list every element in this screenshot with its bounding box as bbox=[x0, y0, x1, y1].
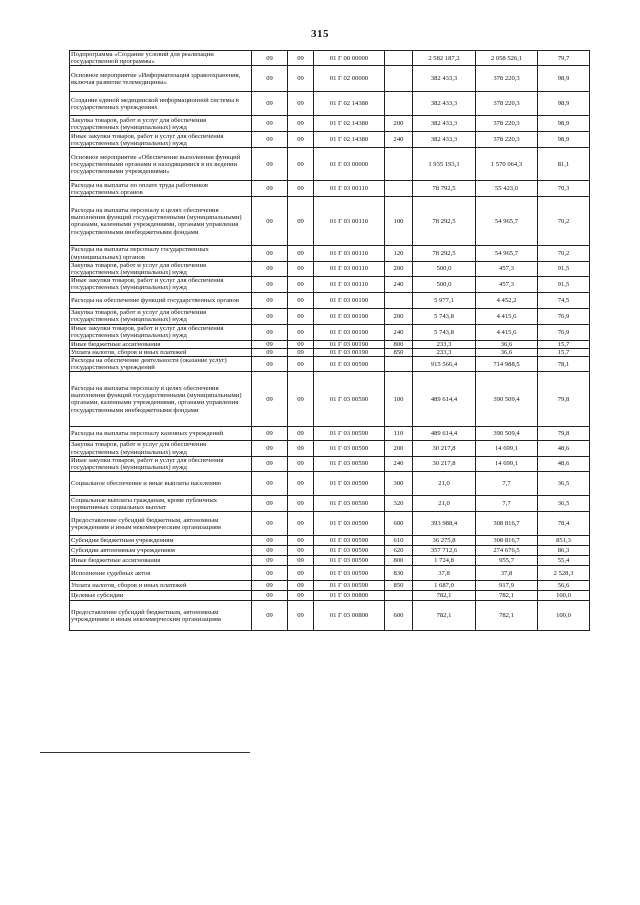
cell-plan: 915 566,4 bbox=[413, 357, 476, 372]
cell-fact: 782,1 bbox=[476, 591, 538, 601]
cell-plan: 1 724,8 bbox=[413, 556, 476, 566]
cell-fact: 457,3 bbox=[476, 261, 538, 276]
cell-percent: 2 528,3 bbox=[538, 566, 590, 581]
cell-fact: 14 699,1 bbox=[476, 441, 538, 456]
cell-percent: 70,2 bbox=[538, 246, 590, 261]
cell-subsection: 09 bbox=[288, 92, 314, 116]
cell-plan: 1 687,0 bbox=[413, 581, 476, 591]
cell-expense-type bbox=[385, 292, 413, 308]
cell-percent: 98,9 bbox=[538, 116, 590, 132]
cell-fact: 917,9 bbox=[476, 581, 538, 591]
cell-name: Иные закупки товаров, работ и услуг для обеспечения государственных (муниципальных) нужд bbox=[70, 277, 252, 292]
cell-fact: 782,1 bbox=[476, 601, 538, 631]
cell-target-article: 01 Г 03 00800 bbox=[314, 591, 385, 601]
table-row bbox=[70, 546, 590, 556]
cell-subsection: 09 bbox=[288, 324, 314, 340]
cell-subsection: 09 bbox=[288, 292, 314, 308]
cell-expense-type: 850 bbox=[385, 348, 413, 356]
cell-name: Расходы на обеспечение деятельности (оказание услуг) государственных учреждений bbox=[70, 357, 252, 372]
table-row bbox=[70, 441, 590, 456]
cell-target-article: 01 Г 03 00110 bbox=[314, 246, 385, 261]
cell-expense-type bbox=[385, 92, 413, 116]
cell-percent: 98,9 bbox=[538, 132, 590, 148]
cell-plan: 382 433,3 bbox=[413, 132, 476, 148]
table-row bbox=[70, 556, 590, 566]
cell-fact: 378 220,3 bbox=[476, 116, 538, 132]
cell-percent: 98,9 bbox=[538, 92, 590, 116]
cell-target-article: 01 Г 03 00590 bbox=[314, 566, 385, 581]
table-row bbox=[70, 181, 590, 197]
cell-name: Исполнение судебных актов bbox=[70, 566, 252, 581]
cell-percent: 56,6 bbox=[538, 581, 590, 591]
cell-target-article: 01 Г 03 00110 bbox=[314, 181, 385, 197]
cell-target-article: 01 Г 03 00590 bbox=[314, 441, 385, 456]
cell-plan: 233,3 bbox=[413, 340, 476, 348]
cell-plan: 489 614,4 bbox=[413, 427, 476, 441]
cell-name: Расходы на выплаты персоналу государственных (муниципальных) органов bbox=[70, 246, 252, 261]
cell-expense-type: 240 bbox=[385, 456, 413, 471]
cell-section: 09 bbox=[252, 472, 288, 496]
table-row bbox=[70, 372, 590, 427]
cell-section: 09 bbox=[252, 566, 288, 581]
cell-name: Расходы на обеспечение функций государственных органов bbox=[70, 292, 252, 308]
cell-name: Расходы на выплаты персоналу в целях обеспечения выполнения функций государственными (муниципальными) органами, казенными учреждениями, органами управления государственными внебюджетными фондами bbox=[70, 197, 252, 246]
cell-target-article: 01 Г 03 00590 bbox=[314, 427, 385, 441]
cell-target-article: 01 Г 03 00590 bbox=[314, 546, 385, 556]
cell-percent: 98,9 bbox=[538, 66, 590, 92]
cell-percent: 100,0 bbox=[538, 591, 590, 601]
cell-name: Расходы на выплаты персоналу в целях обеспечения выполнения функций государственными (муниципальными) органами, казенными учреждениями, органами управления государственными внебюджетными фондами bbox=[70, 372, 252, 427]
cell-expense-type: 800 bbox=[385, 556, 413, 566]
cell-percent: 70,2 bbox=[538, 197, 590, 246]
cell-name: Социальные выплаты гражданам, кроме публичных нормативных социальных выплат bbox=[70, 496, 252, 512]
cell-percent: 76,9 bbox=[538, 324, 590, 340]
cell-expense-type: 600 bbox=[385, 601, 413, 631]
table-row bbox=[70, 566, 590, 581]
cell-expense-type: 800 bbox=[385, 340, 413, 348]
cell-section: 09 bbox=[252, 277, 288, 292]
cell-percent: 851,3 bbox=[538, 536, 590, 546]
cell-name: Закупка товаров, работ и услуг для обеспечения государственных (муниципальных) нужд bbox=[70, 308, 252, 324]
cell-fact: 54 965,7 bbox=[476, 197, 538, 246]
table-row bbox=[70, 324, 590, 340]
cell-subsection: 09 bbox=[288, 116, 314, 132]
cell-section: 09 bbox=[252, 357, 288, 372]
cell-percent: 48,6 bbox=[538, 456, 590, 471]
cell-subsection: 09 bbox=[288, 556, 314, 566]
cell-subsection: 09 bbox=[288, 591, 314, 601]
cell-plan: 78 292,5 bbox=[413, 246, 476, 261]
cell-fact: 7,7 bbox=[476, 472, 538, 496]
table-row bbox=[70, 116, 590, 132]
cell-plan: 1 935 193,1 bbox=[413, 148, 476, 181]
cell-fact: 308 816,7 bbox=[476, 536, 538, 546]
cell-target-article: 01 Г 03 00190 bbox=[314, 292, 385, 308]
cell-section: 09 bbox=[252, 536, 288, 546]
cell-subsection: 09 bbox=[288, 261, 314, 276]
cell-expense-type: 240 bbox=[385, 132, 413, 148]
cell-expense-type: 600 bbox=[385, 512, 413, 536]
table-row bbox=[70, 427, 590, 441]
cell-section: 09 bbox=[252, 372, 288, 427]
cell-expense-type bbox=[385, 357, 413, 372]
cell-percent: 100,0 bbox=[538, 601, 590, 631]
cell-target-article: 01 Г 02 14380 bbox=[314, 92, 385, 116]
cell-fact: 390 509,4 bbox=[476, 427, 538, 441]
cell-fact: 4 415,6 bbox=[476, 308, 538, 324]
table-row bbox=[70, 308, 590, 324]
cell-plan: 5 743,8 bbox=[413, 324, 476, 340]
cell-plan: 500,0 bbox=[413, 277, 476, 292]
table-row bbox=[70, 261, 590, 276]
cell-fact: 378 220,3 bbox=[476, 132, 538, 148]
cell-target-article: 01 Г 03 00590 bbox=[314, 581, 385, 591]
cell-expense-type: 240 bbox=[385, 324, 413, 340]
table-row bbox=[70, 591, 590, 601]
cell-percent: 91,5 bbox=[538, 261, 590, 276]
cell-name: Закупка товаров, работ и услуг для обеспечения государственных (муниципальных) нужд bbox=[70, 261, 252, 276]
cell-section: 09 bbox=[252, 348, 288, 356]
cell-name: Расходы на выплаты персоналу казенных учреждений bbox=[70, 427, 252, 441]
cell-section: 09 bbox=[252, 246, 288, 261]
cell-plan: 78 792,5 bbox=[413, 181, 476, 197]
cell-plan: 782,1 bbox=[413, 591, 476, 601]
cell-expense-type: 610 bbox=[385, 536, 413, 546]
cell-expense-type bbox=[385, 51, 413, 66]
cell-fact: 54 965,7 bbox=[476, 246, 538, 261]
cell-plan: 782,1 bbox=[413, 601, 476, 631]
cell-fact: 378 220,3 bbox=[476, 92, 538, 116]
cell-fact: 457,3 bbox=[476, 277, 538, 292]
cell-name: Субсидии автономным учреждениям bbox=[70, 546, 252, 556]
cell-expense-type: 200 bbox=[385, 441, 413, 456]
cell-plan: 382 433,3 bbox=[413, 116, 476, 132]
cell-subsection: 09 bbox=[288, 51, 314, 66]
cell-section: 09 bbox=[252, 456, 288, 471]
cell-name: Основное мероприятие «Обеспечение выполнения функций государственными органами и находящимися в их ведении государственными учреждениями» bbox=[70, 148, 252, 181]
cell-target-article: 01 Г 03 00590 bbox=[314, 496, 385, 512]
cell-expense-type bbox=[385, 591, 413, 601]
cell-percent: 91,5 bbox=[538, 277, 590, 292]
cell-percent: 79,7 bbox=[538, 51, 590, 66]
cell-target-article: 01 Г 03 00000 bbox=[314, 148, 385, 181]
cell-section: 09 bbox=[252, 324, 288, 340]
cell-subsection: 09 bbox=[288, 66, 314, 92]
cell-expense-type: 110 bbox=[385, 427, 413, 441]
table-row bbox=[70, 357, 590, 372]
cell-subsection: 09 bbox=[288, 441, 314, 456]
cell-percent: 76,9 bbox=[538, 308, 590, 324]
cell-expense-type: 120 bbox=[385, 246, 413, 261]
cell-expense-type: 300 bbox=[385, 472, 413, 496]
cell-percent: 36,5 bbox=[538, 496, 590, 512]
cell-plan: 489 614,4 bbox=[413, 372, 476, 427]
cell-subsection: 09 bbox=[288, 197, 314, 246]
cell-section: 09 bbox=[252, 427, 288, 441]
cell-name: Закупка товаров, работ и услуг для обеспечения государственных (муниципальных) нужд bbox=[70, 441, 252, 456]
table-row bbox=[70, 132, 590, 148]
cell-percent: 55,4 bbox=[538, 556, 590, 566]
cell-fact: 4 452,2 bbox=[476, 292, 538, 308]
cell-target-article: 01 Г 03 00190 bbox=[314, 348, 385, 356]
cell-percent: 70,3 bbox=[538, 181, 590, 197]
cell-percent: 79,8 bbox=[538, 372, 590, 427]
cell-percent: 15,7 bbox=[538, 348, 590, 356]
cell-target-article: 01 Г 00 00000 bbox=[314, 51, 385, 66]
table-body bbox=[70, 51, 590, 631]
table-row bbox=[70, 340, 590, 348]
cell-expense-type: 240 bbox=[385, 277, 413, 292]
cell-fact: 714 988,5 bbox=[476, 357, 538, 372]
table-row bbox=[70, 456, 590, 471]
cell-name: Иные закупки товаров, работ и услуг для обеспечения государственных (муниципальных) нужд bbox=[70, 132, 252, 148]
cell-name: Иные закупки товаров, работ и услуг для обеспечения государственных (муниципальных) нужд bbox=[70, 324, 252, 340]
cell-percent: 86,3 bbox=[538, 546, 590, 556]
cell-name: Предоставление субсидий бюджетным, автономным учреждениям и иным некоммерческим организациям bbox=[70, 601, 252, 631]
cell-name: Подпрограмма «Создание условий для реализации государственной программы» bbox=[70, 51, 252, 66]
cell-target-article: 01 Г 03 00590 bbox=[314, 372, 385, 427]
cell-section: 09 bbox=[252, 601, 288, 631]
cell-plan: 21,0 bbox=[413, 472, 476, 496]
cell-section: 09 bbox=[252, 496, 288, 512]
cell-subsection: 09 bbox=[288, 148, 314, 181]
cell-plan: 5 977,1 bbox=[413, 292, 476, 308]
cell-target-article: 01 Г 03 00800 bbox=[314, 601, 385, 631]
cell-target-article: 01 Г 03 00190 bbox=[314, 308, 385, 324]
cell-expense-type: 200 bbox=[385, 261, 413, 276]
cell-plan: 357 712,6 bbox=[413, 546, 476, 556]
cell-expense-type: 200 bbox=[385, 116, 413, 132]
cell-section: 09 bbox=[252, 197, 288, 246]
cell-section: 09 bbox=[252, 116, 288, 132]
cell-fact: 36,6 bbox=[476, 340, 538, 348]
cell-target-article: 01 Г 03 00190 bbox=[314, 324, 385, 340]
cell-section: 09 bbox=[252, 148, 288, 181]
cell-section: 09 bbox=[252, 441, 288, 456]
cell-name: Уплата налогов, сборов и иных платежей bbox=[70, 348, 252, 356]
cell-subsection: 09 bbox=[288, 512, 314, 536]
cell-subsection: 09 bbox=[288, 581, 314, 591]
footer-divider bbox=[40, 752, 250, 753]
cell-percent: 48,6 bbox=[538, 441, 590, 456]
table-row bbox=[70, 66, 590, 92]
cell-name: Предоставление субсидий бюджетным, автономным учреждениям и иным некоммерческим организациям bbox=[70, 512, 252, 536]
cell-section: 09 bbox=[252, 92, 288, 116]
cell-expense-type bbox=[385, 148, 413, 181]
cell-subsection: 09 bbox=[288, 357, 314, 372]
cell-expense-type bbox=[385, 181, 413, 197]
cell-target-article: 01 Г 03 00590 bbox=[314, 536, 385, 546]
cell-expense-type bbox=[385, 66, 413, 92]
cell-subsection: 09 bbox=[288, 246, 314, 261]
cell-fact: 390 509,4 bbox=[476, 372, 538, 427]
cell-name: Иные бюджетные ассигнования bbox=[70, 556, 252, 566]
cell-target-article: 01 Г 03 00590 bbox=[314, 472, 385, 496]
table-row bbox=[70, 536, 590, 546]
table-row bbox=[70, 197, 590, 246]
cell-fact: 308 816,7 bbox=[476, 512, 538, 536]
cell-target-article: 01 Г 03 00110 bbox=[314, 197, 385, 246]
cell-expense-type: 100 bbox=[385, 372, 413, 427]
cell-target-article: 01 Г 03 00590 bbox=[314, 512, 385, 536]
cell-target-article: 01 Г 02 00000 bbox=[314, 66, 385, 92]
cell-target-article: 01 Г 03 00110 bbox=[314, 261, 385, 276]
table-row bbox=[70, 51, 590, 66]
cell-plan: 382 433,3 bbox=[413, 66, 476, 92]
cell-section: 09 bbox=[252, 340, 288, 348]
cell-name: Закупка товаров, работ и услуг для обеспечения государственных (муниципальных) нужд bbox=[70, 116, 252, 132]
cell-subsection: 09 bbox=[288, 496, 314, 512]
cell-plan: 37,8 bbox=[413, 566, 476, 581]
cell-fact: 955,7 bbox=[476, 556, 538, 566]
cell-plan: 233,3 bbox=[413, 348, 476, 356]
cell-fact: 7,7 bbox=[476, 496, 538, 512]
cell-fact: 378 220,3 bbox=[476, 66, 538, 92]
table-row bbox=[70, 512, 590, 536]
cell-section: 09 bbox=[252, 591, 288, 601]
cell-name: Целевые субсидии bbox=[70, 591, 252, 601]
cell-name: Субсидии бюджетным учреждениям bbox=[70, 536, 252, 546]
cell-fact: 55 423,0 bbox=[476, 181, 538, 197]
cell-plan: 382 433,3 bbox=[413, 92, 476, 116]
cell-section: 09 bbox=[252, 556, 288, 566]
cell-subsection: 09 bbox=[288, 566, 314, 581]
cell-plan: 2 582 187,2 bbox=[413, 51, 476, 66]
cell-name: Расходы на выплаты по оплате труда работников государственных органов bbox=[70, 181, 252, 197]
cell-subsection: 09 bbox=[288, 427, 314, 441]
cell-subsection: 09 bbox=[288, 536, 314, 546]
cell-target-article: 01 Г 02 14380 bbox=[314, 132, 385, 148]
cell-percent: 78,4 bbox=[538, 512, 590, 536]
cell-subsection: 09 bbox=[288, 472, 314, 496]
cell-plan: 36 275,8 bbox=[413, 536, 476, 546]
cell-fact: 1 570 064,3 bbox=[476, 148, 538, 181]
page-number: 315 bbox=[311, 28, 329, 40]
cell-target-article: 01 Г 03 00590 bbox=[314, 456, 385, 471]
cell-percent: 74,5 bbox=[538, 292, 590, 308]
cell-target-article: 01 Г 03 00590 bbox=[314, 556, 385, 566]
cell-plan: 30 217,8 bbox=[413, 456, 476, 471]
cell-subsection: 09 bbox=[288, 277, 314, 292]
cell-section: 09 bbox=[252, 546, 288, 556]
cell-section: 09 bbox=[252, 51, 288, 66]
cell-expense-type: 620 bbox=[385, 546, 413, 556]
cell-section: 09 bbox=[252, 581, 288, 591]
table-row bbox=[70, 496, 590, 512]
cell-fact: 37,8 bbox=[476, 566, 538, 581]
cell-plan: 393 988,4 bbox=[413, 512, 476, 536]
cell-section: 09 bbox=[252, 66, 288, 92]
cell-target-article: 01 Г 03 00110 bbox=[314, 277, 385, 292]
cell-plan: 21,0 bbox=[413, 496, 476, 512]
cell-expense-type: 100 bbox=[385, 197, 413, 246]
cell-percent: 79,8 bbox=[538, 427, 590, 441]
cell-percent: 81,1 bbox=[538, 148, 590, 181]
cell-target-article: 01 Г 03 00190 bbox=[314, 340, 385, 348]
cell-plan: 5 743,8 bbox=[413, 308, 476, 324]
cell-target-article: 01 Г 03 00590 bbox=[314, 357, 385, 372]
cell-name: Иные бюджетные ассигнования bbox=[70, 340, 252, 348]
cell-fact: 2 058 526,1 bbox=[476, 51, 538, 66]
cell-subsection: 09 bbox=[288, 132, 314, 148]
cell-subsection: 09 bbox=[288, 546, 314, 556]
cell-name: Иные закупки товаров, работ и услуг для обеспечения государственных (муниципальных) нужд bbox=[70, 456, 252, 471]
cell-name: Основное мероприятие «Информатизация здравоохранения, включая развитие телемедицины» bbox=[70, 66, 252, 92]
cell-percent: 36,5 bbox=[538, 472, 590, 496]
cell-expense-type: 830 bbox=[385, 566, 413, 581]
cell-subsection: 09 bbox=[288, 340, 314, 348]
table-row bbox=[70, 246, 590, 261]
cell-section: 09 bbox=[252, 292, 288, 308]
cell-fact: 36,6 bbox=[476, 348, 538, 356]
cell-fact: 274 676,5 bbox=[476, 546, 538, 556]
cell-target-article: 01 Г 02 14380 bbox=[314, 116, 385, 132]
cell-subsection: 09 bbox=[288, 348, 314, 356]
table-row bbox=[70, 472, 590, 496]
cell-fact: 4 415,6 bbox=[476, 324, 538, 340]
cell-expense-type: 320 bbox=[385, 496, 413, 512]
cell-plan: 30 217,8 bbox=[413, 441, 476, 456]
table-row bbox=[70, 292, 590, 308]
cell-subsection: 09 bbox=[288, 601, 314, 631]
cell-percent: 15,7 bbox=[538, 340, 590, 348]
cell-expense-type: 850 bbox=[385, 581, 413, 591]
cell-subsection: 09 bbox=[288, 372, 314, 427]
table-row bbox=[70, 581, 590, 591]
cell-section: 09 bbox=[252, 132, 288, 148]
cell-name: Создание единой медицинской информационной системы в государственных учреждениях bbox=[70, 92, 252, 116]
table-row bbox=[70, 348, 590, 356]
cell-name: Социальное обеспечение и иные выплаты населению bbox=[70, 472, 252, 496]
cell-fact: 14 699,1 bbox=[476, 456, 538, 471]
cell-name: Уплата налогов, сборов и иных платежей bbox=[70, 581, 252, 591]
table-row bbox=[70, 277, 590, 292]
cell-subsection: 09 bbox=[288, 181, 314, 197]
table-row bbox=[70, 148, 590, 181]
cell-section: 09 bbox=[252, 308, 288, 324]
table-row bbox=[70, 92, 590, 116]
cell-subsection: 09 bbox=[288, 308, 314, 324]
cell-plan: 500,0 bbox=[413, 261, 476, 276]
cell-expense-type: 200 bbox=[385, 308, 413, 324]
cell-percent: 78,1 bbox=[538, 357, 590, 372]
table-row bbox=[70, 601, 590, 631]
cell-section: 09 bbox=[252, 512, 288, 536]
budget-execution-table bbox=[69, 50, 590, 631]
cell-section: 09 bbox=[252, 181, 288, 197]
cell-plan: 78 292,5 bbox=[413, 197, 476, 246]
cell-section: 09 bbox=[252, 261, 288, 276]
cell-subsection: 09 bbox=[288, 456, 314, 471]
